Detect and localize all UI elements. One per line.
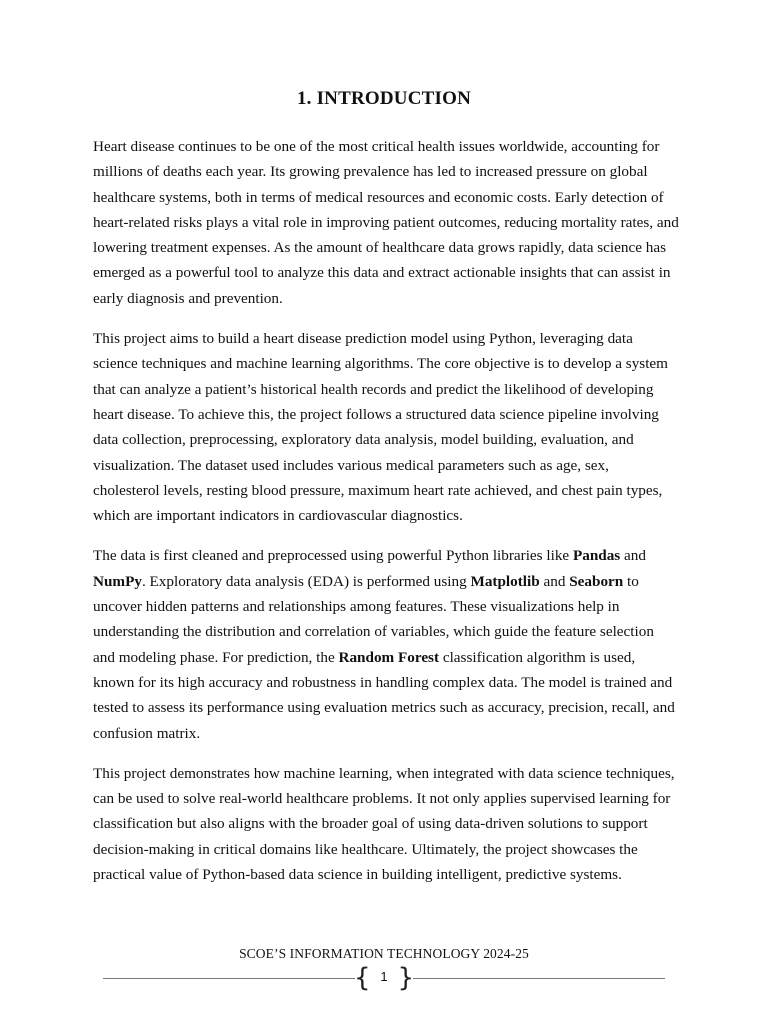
text-run: . Exploratory data analysis (EDA) is performed using bbox=[141, 572, 471, 590]
text-run: classification algorithm is used, known for its high accuracy and robustness in handling complex data. The model is trained and tested to assess its performance using evaluation metrics such as accuracy, precision, recall, and confusion matrix. bbox=[93, 648, 675, 742]
footer-text: SCOE’S INFORMATION TECHNOLOGY 2024-25 bbox=[239, 946, 529, 961]
emphasized-term: Seaborn bbox=[569, 572, 624, 590]
page-number: 1 bbox=[380, 969, 388, 984]
emphasized-term: Random Forest bbox=[338, 648, 440, 666]
paragraph-2 bbox=[93, 326, 679, 528]
section-heading: 1. INTRODUCTION bbox=[296, 88, 472, 109]
right-brace-icon: } bbox=[397, 963, 414, 993]
text-run: The data is first cleaned and preprocessed using powerful Python libraries like bbox=[93, 547, 573, 565]
body-text bbox=[93, 134, 679, 902]
text-run: Heart disease continues to be one of the most critical health issues worldwide, accounting for millions of deaths each year. Its growing prevalence has led to increased pressure on global healthcare systems, both in terms of medical resources and economic costs. Early detection of heart-related risks plays a vital role in improving patient outcomes, reducing mortality rates, and lowering treatment expenses. As the amount of healthcare data grows rapidly, data science has emerged as a powerful tool to analyze this data and extract actionable insights that can assist in early diagnosis and prevention. bbox=[93, 138, 679, 307]
paragraph-1 bbox=[93, 134, 679, 311]
paragraph-4 bbox=[93, 761, 679, 887]
emphasized-term: NumPy bbox=[93, 572, 142, 590]
text-run: This project demonstrates how machine learning, when integrated with data science techniques, can be used to solve real-world healthcare problems. It not only applies supervised learning for classification but also aligns with the broader goal of using data-driven solutions to support decision-making in critical domains like healthcare. Ultimately, the project showcases the practical value of Python-based data science in building intelligent, predictive systems. bbox=[93, 764, 675, 884]
text-run: This project aims to build a heart disease prediction model using Python, leveraging data science techniques and machine learning algorithms. The core objective is to develop a system that can analyze a patient’s historical health records and predict the likelihood of developing heart disease. To achieve this, the project follows a structured data science pipeline involving data collection, preprocessing, exploratory data analysis, model building, evaluation, and visualization. The dataset used includes various medical parameters such as age, sex, cholesterol levels, resting blood pressure, maximum heart rate achieved, and chest pain types, which are important indicators in cardiovascular diagnostics. bbox=[93, 330, 668, 525]
text-run: to uncover hidden patterns and relationships among features. These visualizations help in understanding the distribution and correlation of variables, which guide the feature selection and modeling phase. For prediction, the bbox=[93, 572, 654, 666]
text-run: and bbox=[539, 572, 570, 590]
paragraph-3 bbox=[93, 543, 679, 745]
footer-rule-left bbox=[103, 978, 355, 979]
emphasized-term: Matplotlib bbox=[470, 572, 540, 590]
page-number-badge bbox=[354, 964, 414, 992]
left-brace-icon: { bbox=[354, 963, 371, 993]
footer-rule-right bbox=[413, 978, 665, 979]
text-run: and bbox=[620, 547, 646, 565]
emphasized-term: Pandas bbox=[572, 547, 621, 565]
